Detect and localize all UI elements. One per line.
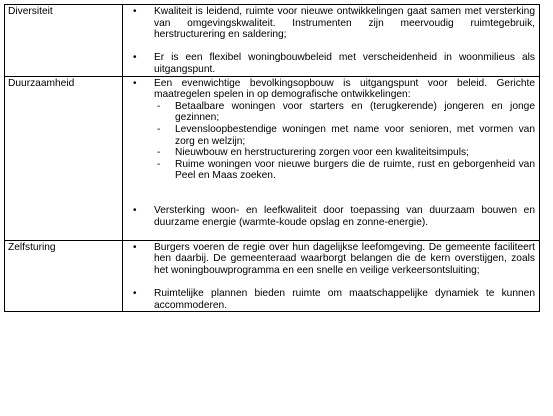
dash-marker: - <box>157 147 161 159</box>
dash-marker: - <box>157 123 161 135</box>
bullet-item <box>123 242 535 277</box>
bullet-marker: • <box>133 288 137 300</box>
row-label-cell <box>5 76 123 240</box>
bullet-text: Een evenwichtige bevolkingsopbouw is uitgangspunt voor beleid. Gerichte maatregelen spelen in op demografische ontwikkelingen: <box>154 77 535 101</box>
dash-marker: - <box>157 158 161 170</box>
bullet-marker: • <box>133 205 137 217</box>
row-label-cell <box>5 5 123 77</box>
row-label-cell <box>5 240 123 312</box>
table-row <box>5 76 540 240</box>
sub-list-item <box>123 124 535 147</box>
sub-item-text: Levensloopbestendige woningen met name voor senioren, met vormen van zorg en welzijn; <box>175 123 535 147</box>
sub-list-item <box>123 101 535 124</box>
bullet-item <box>123 78 535 101</box>
sub-list-item <box>123 147 535 159</box>
bullet-marker: • <box>133 77 137 89</box>
table-row <box>5 5 540 77</box>
sub-item-text: Ruime woningen voor nieuwe burgers die de ruimte, rust en geborgenheid van Peel en Maas zoeken. <box>175 158 535 182</box>
bullet-item <box>123 288 535 311</box>
row-label: Diversiteit <box>8 6 53 17</box>
bullet-marker: • <box>133 52 137 64</box>
bullet-text: Burgers voeren de regie over hun dagelijkse leefomgeving. De gemeente faciliteert hen daarbij. De gemeenteraad waarborgt belangen die de kern overstijgen, zoals het woningbouwprogramma en een snelle en veilige verkeersontsluiting; <box>154 241 535 277</box>
row-content-cell <box>123 76 540 240</box>
bullet-text: Versterking woon- en leefkwaliteit door toepassing van duurzaam bouwen en duurzame energie (warmte-koude opslag en zonne-energie). <box>154 205 535 228</box>
bullet-item <box>123 52 535 75</box>
bullet-item <box>123 6 535 41</box>
bullet-text: Kwaliteit is leidend, ruimte voor nieuwe ontwikkelingen gaat samen met versterking van omgevingskwaliteit. Instrumenten zijn meervoudig ruimtegebruik, herstructurering en saldering; <box>154 6 535 41</box>
sub-item-text: Betaalbare woningen voor starters en (terugkerende) jongeren en jonge gezinnen; <box>175 100 535 124</box>
bullet-text: Er is een flexibel woningbouwbeleid met verscheidenheid in woonmilieus als uitgangspunt. <box>154 52 535 75</box>
row-content-cell <box>123 240 540 312</box>
bullet-item <box>123 205 535 228</box>
policy-table <box>4 4 540 312</box>
row-content-cell <box>123 5 540 77</box>
bullet-text: Ruimtelijke plannen bieden ruimte om maatschappelijke dynamiek te kunnen accommoderen. <box>154 288 535 311</box>
row-label: Zelfsturing <box>8 241 56 253</box>
row-label: Duurzaamheid <box>8 77 75 89</box>
sub-item-text: Nieuwbouw en herstructurering zorgen voor een kwaliteitsimpuls; <box>175 147 469 159</box>
sub-list-item <box>123 159 535 182</box>
bullet-marker: • <box>133 6 137 17</box>
table-row <box>5 240 540 312</box>
bullet-marker: • <box>133 241 137 253</box>
dash-marker: - <box>157 100 161 112</box>
